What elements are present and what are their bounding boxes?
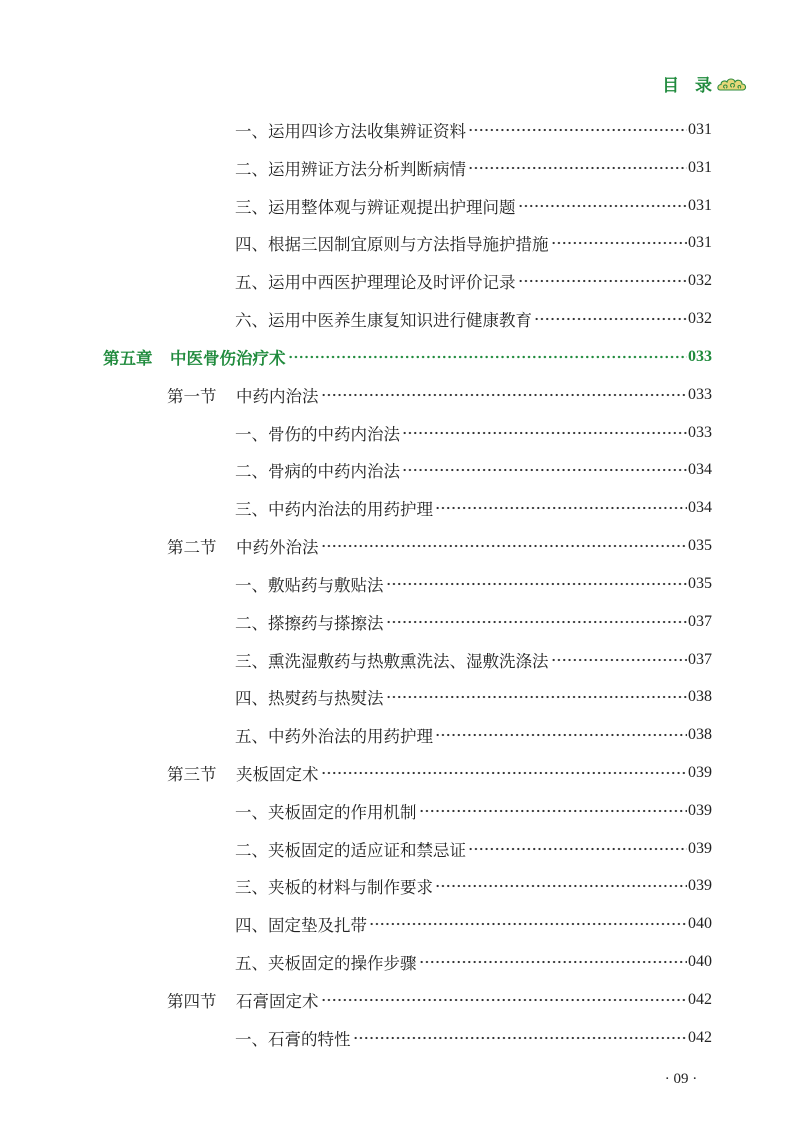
toc-entry-page: 031	[688, 234, 712, 252]
toc-entry-title: 一、石膏的特性	[235, 1029, 351, 1049]
dot-leader	[518, 203, 688, 209]
toc-entry-title: 五、夹板固定的操作步骤	[235, 954, 417, 974]
dot-leader	[419, 808, 688, 814]
toc-entry-page: 031	[688, 158, 712, 176]
chapter-number: 第五章	[103, 348, 153, 368]
toc-entry	[0, 678, 712, 716]
toc-entry	[0, 603, 712, 641]
toc-entry-title: 一、骨伤的中药内治法	[235, 424, 400, 444]
dot-leader	[534, 316, 687, 322]
toc-section-entry	[0, 376, 712, 414]
toc-entry-title: 五、中药外治法的用药护理	[235, 727, 433, 747]
toc-entry-title: 一、夹板固定的作用机制	[235, 802, 417, 822]
toc-entry	[0, 716, 712, 754]
dot-leader	[468, 127, 687, 133]
toc-entry-page: 039	[688, 877, 712, 895]
toc-entry-page: 039	[688, 801, 712, 819]
toc-entry-title: 二、搽擦药与搽擦法	[235, 613, 384, 633]
toc-entry	[0, 565, 712, 603]
toc-entry	[0, 187, 712, 225]
toc-entry	[0, 451, 712, 489]
toc-section-entry	[0, 527, 712, 565]
toc-entry-page: 031	[688, 120, 712, 138]
toc-entry	[0, 224, 712, 262]
toc-entry-page: 038	[688, 726, 712, 744]
toc-section-entry	[0, 754, 712, 792]
toc-entry-page: 042	[688, 990, 712, 1008]
dot-leader	[518, 278, 688, 284]
cloud-ornament-icon	[717, 76, 747, 96]
toc-entry	[0, 262, 712, 300]
dot-leader	[435, 505, 687, 511]
dot-leader	[402, 467, 687, 473]
toc-entry-title: 二、夹板固定的适应证和禁忌证	[235, 840, 466, 860]
toc-entry-title: 三、熏洗湿敷药与热敷熏洗法、湿敷洗涤法	[235, 651, 549, 671]
toc-entry-page: 039	[688, 839, 712, 857]
toc-entry-page: 032	[688, 310, 712, 328]
dot-leader	[386, 694, 688, 700]
toc-entry-page: 040	[688, 915, 712, 933]
toc-entry-page: 033	[688, 423, 712, 441]
dot-leader	[435, 732, 687, 738]
toc-chapter-entry	[0, 338, 712, 376]
toc-entry-page: 034	[688, 499, 712, 517]
dot-leader	[321, 770, 688, 776]
dot-leader	[551, 657, 688, 663]
chapter-title: 中医骨伤治疗术	[170, 348, 286, 368]
toc-entry	[0, 830, 712, 868]
toc-entry-page: 035	[688, 537, 712, 555]
section-number: 第四节	[167, 991, 217, 1011]
dot-leader	[386, 581, 688, 587]
toc-entry-page: 032	[688, 272, 712, 290]
toc-entry-title: 三、夹板的材料与制作要求	[235, 878, 433, 898]
dot-leader	[321, 543, 688, 549]
table-of-contents	[0, 111, 712, 1057]
dot-leader	[551, 240, 688, 246]
section-number: 第三节	[167, 764, 217, 784]
toc-entry-page: 033	[688, 385, 712, 403]
toc-entry-page: 040	[688, 953, 712, 971]
toc-entry-page: 037	[688, 650, 712, 668]
toc-entry-title: 六、运用中医养生康复知识进行健康教育	[235, 311, 532, 331]
toc-entry-title: 一、敷贴药与敷贴法	[235, 575, 384, 595]
toc-entry-title: 四、热熨药与热熨法	[235, 689, 384, 709]
toc-entry	[0, 1019, 712, 1057]
dot-leader	[468, 846, 687, 852]
toc-entry-title: 二、骨病的中药内治法	[235, 462, 400, 482]
toc-entry-page: 034	[688, 461, 712, 479]
toc-entry-title: 二、运用辨证方法分析判断病情	[235, 159, 466, 179]
page-number: · 09 ·	[664, 1071, 698, 1087]
dot-leader	[353, 1035, 688, 1041]
toc-section-entry	[0, 981, 712, 1019]
section-number: 第二节	[167, 538, 217, 558]
dot-leader	[369, 921, 687, 927]
dot-leader	[419, 959, 688, 965]
section-title: 中药外治法	[236, 538, 319, 558]
toc-entry	[0, 868, 712, 906]
dot-leader	[321, 392, 688, 398]
toc-entry-page: 039	[688, 763, 712, 781]
page-header-title: 目 录	[662, 76, 712, 96]
dot-leader	[402, 430, 687, 436]
toc-entry-page: 033	[688, 347, 712, 365]
toc-entry	[0, 489, 712, 527]
toc-entry	[0, 943, 712, 981]
toc-entry-page: 042	[688, 1028, 712, 1046]
toc-entry	[0, 414, 712, 452]
section-number: 第一节	[167, 386, 217, 406]
dot-leader	[386, 619, 688, 625]
toc-entry	[0, 149, 712, 187]
toc-entry-title: 三、运用整体观与辨证观提出护理问题	[235, 197, 516, 217]
toc-entry-title: 五、运用中西医护理理论及时评价记录	[235, 273, 516, 293]
toc-entry-title: 四、根据三因制宜原则与方法指导施护措施	[235, 235, 549, 255]
toc-entry	[0, 792, 712, 830]
toc-entry-page: 035	[688, 574, 712, 592]
toc-entry-title: 三、中药内治法的用药护理	[235, 500, 433, 520]
toc-entry-title: 四、固定垫及扎带	[235, 916, 367, 936]
toc-entry-page: 031	[688, 196, 712, 214]
toc-entry	[0, 641, 712, 679]
toc-entry	[0, 111, 712, 149]
toc-entry-page: 038	[688, 688, 712, 706]
dot-leader	[321, 997, 688, 1003]
dot-leader	[468, 165, 687, 171]
toc-entry-page: 037	[688, 612, 712, 630]
section-title: 夹板固定术	[236, 764, 319, 784]
dot-leader	[435, 883, 687, 889]
dot-leader	[288, 354, 688, 360]
section-title: 石膏固定术	[236, 991, 319, 1011]
toc-entry	[0, 905, 712, 943]
toc-entry	[0, 300, 712, 338]
section-title: 中药内治法	[236, 386, 319, 406]
toc-entry-title: 一、运用四诊方法收集辨证资料	[235, 121, 466, 141]
